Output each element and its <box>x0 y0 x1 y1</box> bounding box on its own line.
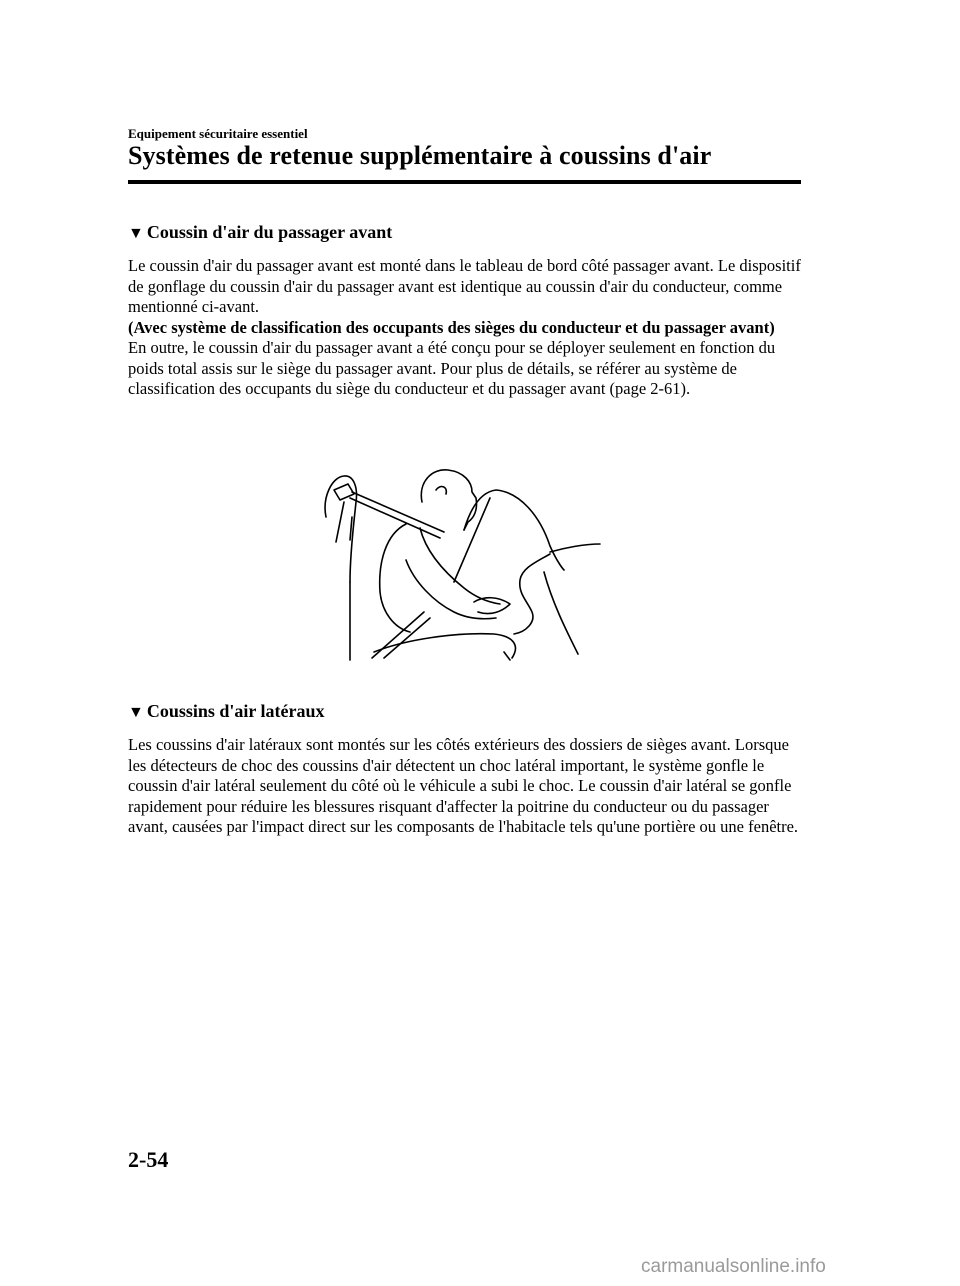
side-airbags-heading-text: Coussins d'air latéraux <box>146 701 325 721</box>
passenger-airbag-heading-text: Coussin d'air du passager avant <box>146 222 393 242</box>
seat-belt-lap <box>372 612 430 658</box>
passenger-airbag-illustration <box>314 462 606 664</box>
occupant-arm-lower <box>406 560 496 619</box>
side-airbags-text: Les coussins d'air latéraux sont montés sur les côtés extérieurs des dossiers de sièges avant. Lorsque les détecteurs de choc des coussins d'air détectent un choc latéral important, le système gonfle le coussin d'air latéral seulement du côté où le véhicule a subi le choc. Le coussin d'air latéral se gonfle rapidement pour réduire les blessures risquant d'affecter la poitrine du conducteur ou du passager avant, causées par l'impact direct sur les composants de l'habitacle tels qu'une portière ou une fenêtre. <box>128 735 799 836</box>
occupant-ear <box>436 487 446 494</box>
title-rule <box>128 180 801 184</box>
occupant-head <box>421 470 476 530</box>
triangle-down-icon: ▼ <box>128 225 144 242</box>
dashboard-lower <box>544 572 578 654</box>
seat-back-lines <box>336 502 352 542</box>
cushion-edge <box>504 652 510 660</box>
passenger-airbag-text <box>128 256 808 400</box>
side-airbags-heading <box>128 701 325 722</box>
watermark-text: carmanualsonline.info <box>641 1256 826 1277</box>
section-label: Equipement sécuritaire essentiel <box>128 126 308 141</box>
page-title: Systèmes de retenue supplémentaire à coussins d'air <box>128 141 712 170</box>
occupant-back <box>380 524 410 632</box>
passenger-airbag-para2: En outre, le coussin d'air du passager avant a été conçu pour se déployer seulement en fonction du poids total assis sur le siège du passager avant. Pour plus de détails, se référer au système de classification des occupants du siège du conducteur et du passager avant (page 2-61). <box>128 338 776 398</box>
passenger-airbag-para1: Le coussin d'air du passager avant est monté dans le tableau de bord côté passager avant. Le dispositif de gonflage du coussin d'air du passager avant est identique au coussin d'air du conducteur, comme mentionné ci-avant. <box>128 256 801 316</box>
triangle-down-icon: ▼ <box>128 704 144 721</box>
occupant-hand <box>474 598 510 614</box>
airbag-top <box>464 490 564 570</box>
page-number: 2-54 <box>128 1147 169 1172</box>
dashboard-top <box>550 544 600 552</box>
airbag-front <box>514 554 550 634</box>
passenger-airbag-heading <box>128 222 392 243</box>
passenger-airbag-bold-note: (Avec système de classification des occupants des sièges du conducteur et du passager avant) <box>128 317 775 337</box>
